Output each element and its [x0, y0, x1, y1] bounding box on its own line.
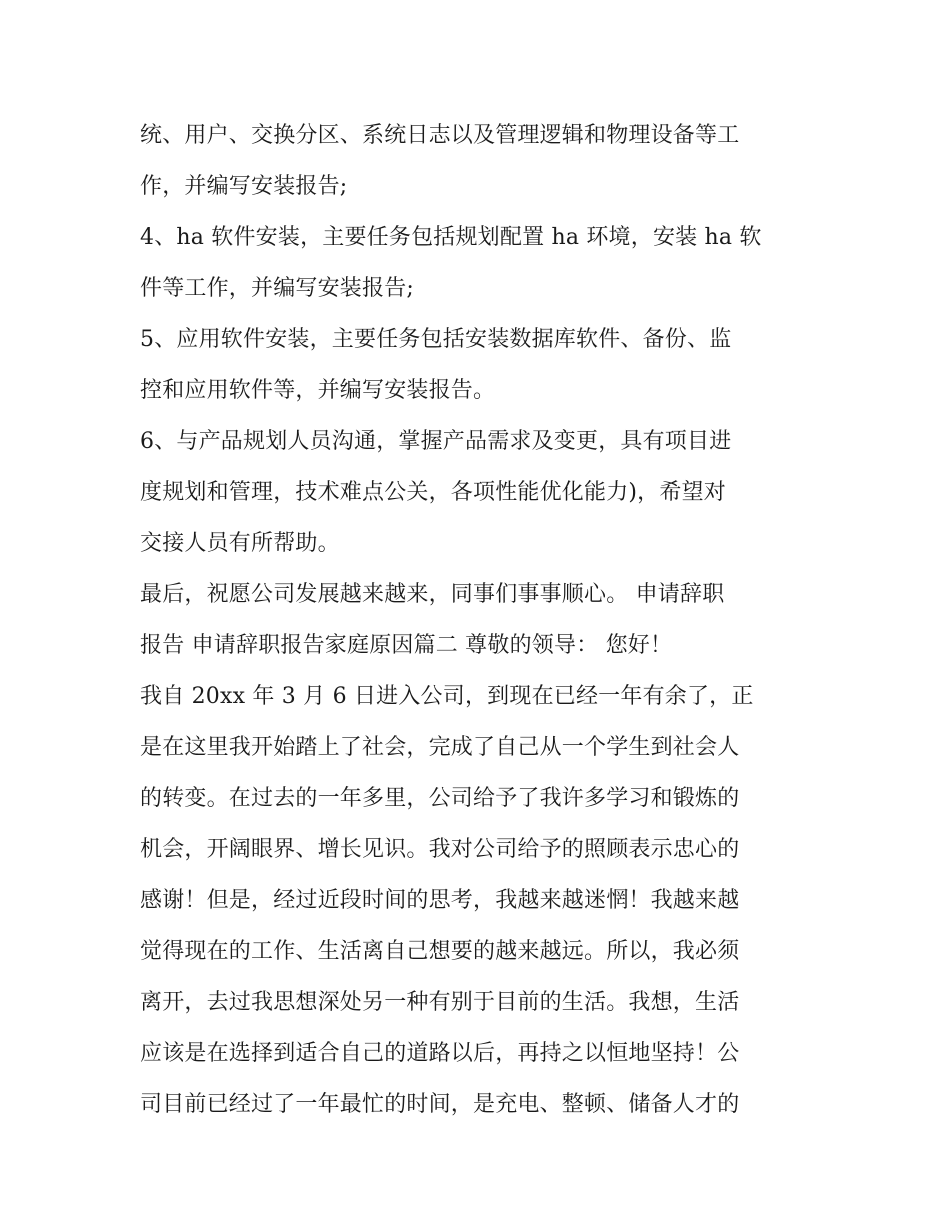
text-line: 作，并编写安装报告; [140, 174, 348, 199]
text-line: 离开，去过我思想深处另一种有别于目前的生活。我想，生活 [140, 990, 740, 1015]
text-line: 觉得现在的工作、生活离自己想要的越来越远。所以，我必须 [140, 939, 740, 964]
text-line: 度规划和管理，技术难点公关，各项性能优化能力)，希望对 [140, 480, 726, 505]
text-line: 控和应用软件等，并编写安装报告。 [140, 378, 496, 403]
document-body [140, 110, 820, 1130]
text-line: 我自 20xx 年 3 月 6 日进入公司，到现在已经一年有余了，正 [140, 684, 754, 709]
text-line: 应该是在选择到适合自己的道路以后，再持之以恒地坚持！公 [140, 1041, 740, 1066]
text-line: 4、ha 软件安装，主要任务包括规划配置 ha 环境，安装 ha 软 [140, 225, 762, 250]
text-line: 司目前已经过了一年最忙的时间，是充电、整顿、储备人才的 [140, 1092, 740, 1117]
text-line: 件等工作，并编写安装报告; [140, 276, 415, 301]
text-line: 统、用户、交换分区、系统日志以及管理逻辑和物理设备等工 [140, 123, 740, 148]
text-line: 的转变。在过去的一年多里，公司给予了我许多学习和锻炼的 [140, 786, 740, 811]
text-line: 交接人员有所帮助。 [140, 531, 340, 556]
text-line: 报告 申请辞职报告家庭原因篇二 尊敬的领导： 您好！ [140, 633, 673, 658]
text-line: 6、与产品规划人员沟通，掌握产品需求及变更，具有项目进 [140, 429, 732, 454]
text-line: 是在这里我开始踏上了社会，完成了自己从一个学生到社会人 [140, 735, 740, 760]
text-line: 最后，祝愿公司发展越来越来，同事们事事顺心。 申请辞职 [140, 582, 725, 607]
text-line: 机会，开阔眼界、增长见识。我对公司给予的照顾表示忠心的 [140, 837, 740, 862]
text-line: 5、应用软件安装，主要任务包括安装数据库软件、备份、监 [140, 327, 732, 352]
text-line: 感谢！但是，经过近段时间的思考，我越来越迷惘！我越来越 [140, 888, 740, 913]
